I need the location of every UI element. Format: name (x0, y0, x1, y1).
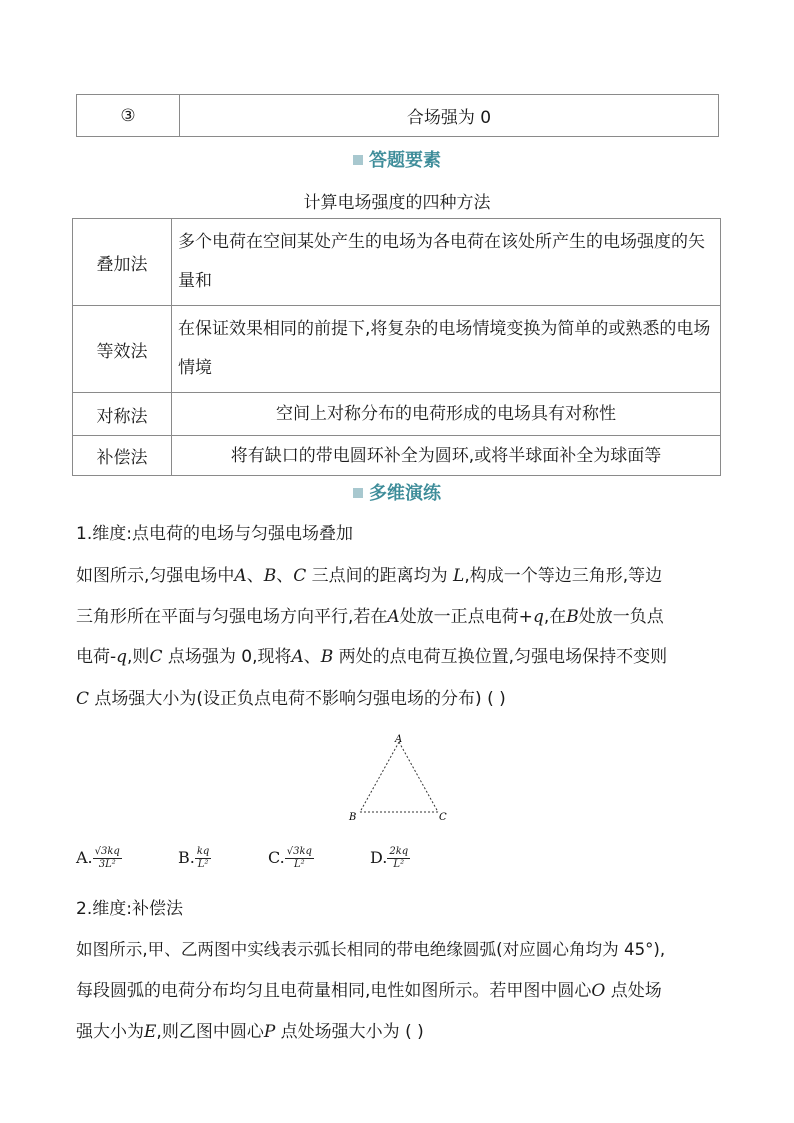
methods-caption: 计算电场强度的四种方法 (303, 193, 491, 213)
text: ,则 (127, 647, 150, 667)
option-a[interactable] (76, 846, 122, 871)
text: ,在 (543, 607, 567, 627)
denominator: 3L² (98, 859, 116, 870)
option-c[interactable] (268, 846, 314, 871)
section-title-practice (0, 479, 794, 505)
text: 强大小为 (76, 1022, 144, 1042)
section-title-answer-elements (0, 146, 794, 172)
var-C: C (76, 689, 90, 709)
numerator: √3kq (286, 846, 312, 857)
var-A: A (291, 647, 304, 667)
option-fraction (387, 846, 410, 871)
text: 处放一负点 (578, 607, 664, 627)
var-A: A (234, 566, 247, 586)
method-desc: 在保证效果相同的前提下,将复杂的电场情境变换为简单的或熟悉的电场情境 (172, 306, 721, 393)
section-title-text: 多维演练 (369, 483, 441, 504)
q1-line1 (76, 556, 724, 596)
q1-line4 (76, 679, 724, 719)
text: 处放一正点电荷+ (399, 607, 533, 627)
option-letter: B. (178, 848, 195, 867)
denominator: L² (197, 859, 209, 870)
option-fraction (93, 846, 122, 871)
var-P: P (263, 1022, 276, 1042)
vertex-label-A: A (395, 734, 403, 745)
var-B: B (320, 647, 334, 667)
section-title-text: 答题要素 (369, 150, 441, 171)
text: 、 (246, 566, 264, 586)
table-row (77, 95, 719, 137)
method-desc: 将有缺口的带电圆环补全为圆环,或将半球面补全为球面等 (172, 436, 721, 476)
denominator: L² (393, 859, 405, 870)
triangle-figure (340, 732, 460, 827)
table-row (73, 393, 721, 436)
text: 点处场 (605, 981, 662, 1001)
method-name: 补偿法 (73, 436, 172, 476)
var-q: q (532, 607, 544, 627)
var-C: C (149, 647, 163, 667)
text: 电荷- (76, 647, 117, 667)
triangle-side-ab (360, 742, 399, 812)
vertex-label-B: B (349, 812, 357, 823)
method-desc: 空间上对称分布的电荷形成的电场具有对称性 (172, 393, 721, 436)
method-desc: 多个电荷在空间某处产生的电场为各电荷在该处所产生的电场强度的矢量和 (172, 219, 721, 306)
text: 如图所示,匀强电场中 (76, 566, 235, 586)
table-row (73, 306, 721, 393)
table-row (73, 219, 721, 306)
var-A: A (387, 607, 400, 627)
top-table (76, 94, 719, 137)
q2-line1: 如图所示,甲、乙两图中实线表示弧长相同的带电绝缘圆弧(对应圆心角均为 45°), (76, 940, 666, 959)
q2-line3 (76, 1012, 724, 1052)
numerator: √3kq (94, 846, 120, 857)
text: 三角形所在平面与匀强电场方向平行,若在 (76, 607, 388, 627)
var-E: E (144, 1022, 157, 1042)
method-name: 对称法 (73, 393, 172, 436)
text: 、 (276, 566, 294, 586)
denominator: L² (294, 859, 305, 870)
text: ,构成一个等边三角形,等边 (464, 566, 663, 586)
option-letter: A. (76, 848, 93, 867)
numerator: kq (196, 846, 210, 857)
option-d[interactable] (370, 846, 410, 871)
method-name: 叠加法 (73, 219, 172, 306)
q1-line2 (76, 597, 724, 637)
row-text: 合场强为 0 (180, 95, 719, 137)
option-fraction (285, 846, 314, 871)
text: 点处场强大小为 ( ) (275, 1022, 424, 1042)
q2-heading: 2.维度:补偿法 (76, 899, 183, 919)
var-B: B (566, 607, 579, 627)
option-fraction (195, 846, 211, 871)
var-B: B (263, 566, 277, 586)
row-symbol: ③ (77, 95, 180, 137)
text: 点场强大小为(设正负点电荷不影响匀强电场的分布) ( ) (89, 689, 506, 709)
section-marker-icon (353, 488, 363, 498)
text: 三点间的距离均为 (306, 566, 454, 586)
section-marker-icon (353, 155, 363, 165)
var-q: q (116, 647, 128, 667)
option-letter: D. (370, 848, 388, 867)
text: 点场强为 0,现将 (162, 647, 292, 667)
text: 两处的点电荷互换位置,匀强电场保持不变则 (333, 647, 668, 667)
option-letter: C. (268, 848, 285, 867)
option-b[interactable] (178, 846, 211, 871)
var-L: L (453, 566, 465, 586)
q1-heading: 1.维度:点电荷的电场与匀强电场叠加 (76, 524, 353, 544)
var-O: O (591, 981, 606, 1001)
text: 每段圆弧的电荷分布均匀且电荷量相同,电性如图所示。若甲图中圆心 (76, 981, 592, 1001)
var-C: C (293, 566, 307, 586)
table-row (73, 436, 721, 476)
text: 、 (303, 647, 321, 667)
methods-table (72, 218, 721, 476)
triangle-side-ac (399, 742, 438, 812)
vertex-label-C: C (439, 812, 447, 823)
text: ,则乙图中圆心 (156, 1022, 264, 1042)
q2-line2 (76, 971, 724, 1011)
method-name: 等效法 (73, 306, 172, 393)
numerator: 2kq (389, 846, 409, 857)
q1-line3 (76, 637, 724, 677)
